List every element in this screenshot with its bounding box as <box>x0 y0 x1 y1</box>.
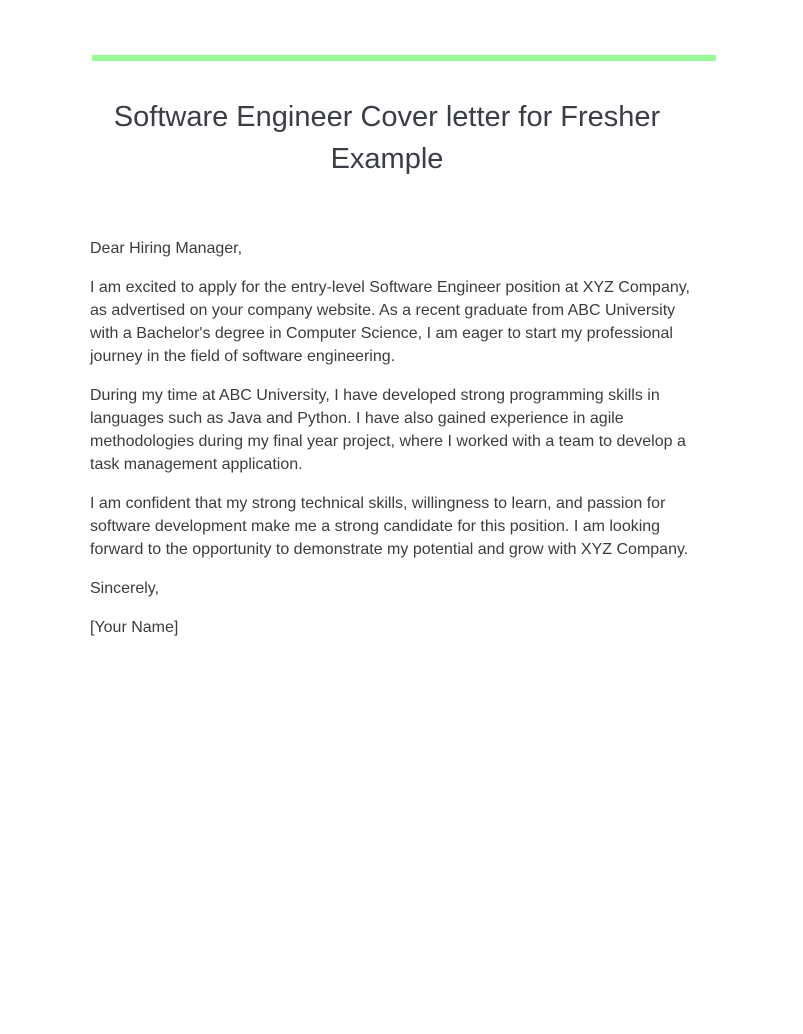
closing: Sincerely, <box>90 580 160 597</box>
page-title: Software Engineer Cover letter for Fresher Example <box>113 101 661 175</box>
paragraph-experience: During my time at ABC University, I have developed strong programming skills in languages such as Java and Python. I have also gained experience in agile methodologies during my final year project, where I worked with a team to develop a task management application. <box>90 387 686 473</box>
letter-body <box>90 237 690 655</box>
paragraph-intro: I am excited to apply for the entry-level Software Engineer position at XYZ Company, as advertised on your company website. As a recent graduate from ABC University with a Bachelor's degree in Computer Science, I am eager to start my professional journey in the field of software engineering. <box>90 279 690 365</box>
signature: [Your Name] <box>90 619 179 636</box>
accent-bar <box>92 55 716 61</box>
salutation: Dear Hiring Manager, <box>90 240 243 257</box>
paragraph-closing-statement: I am confident that my strong technical skills, willingness to learn, and passion for software development make me a strong candidate for this position. I am looking forward to the opportunity to demonstrate my potential and grow with XYZ Company. <box>90 495 689 558</box>
